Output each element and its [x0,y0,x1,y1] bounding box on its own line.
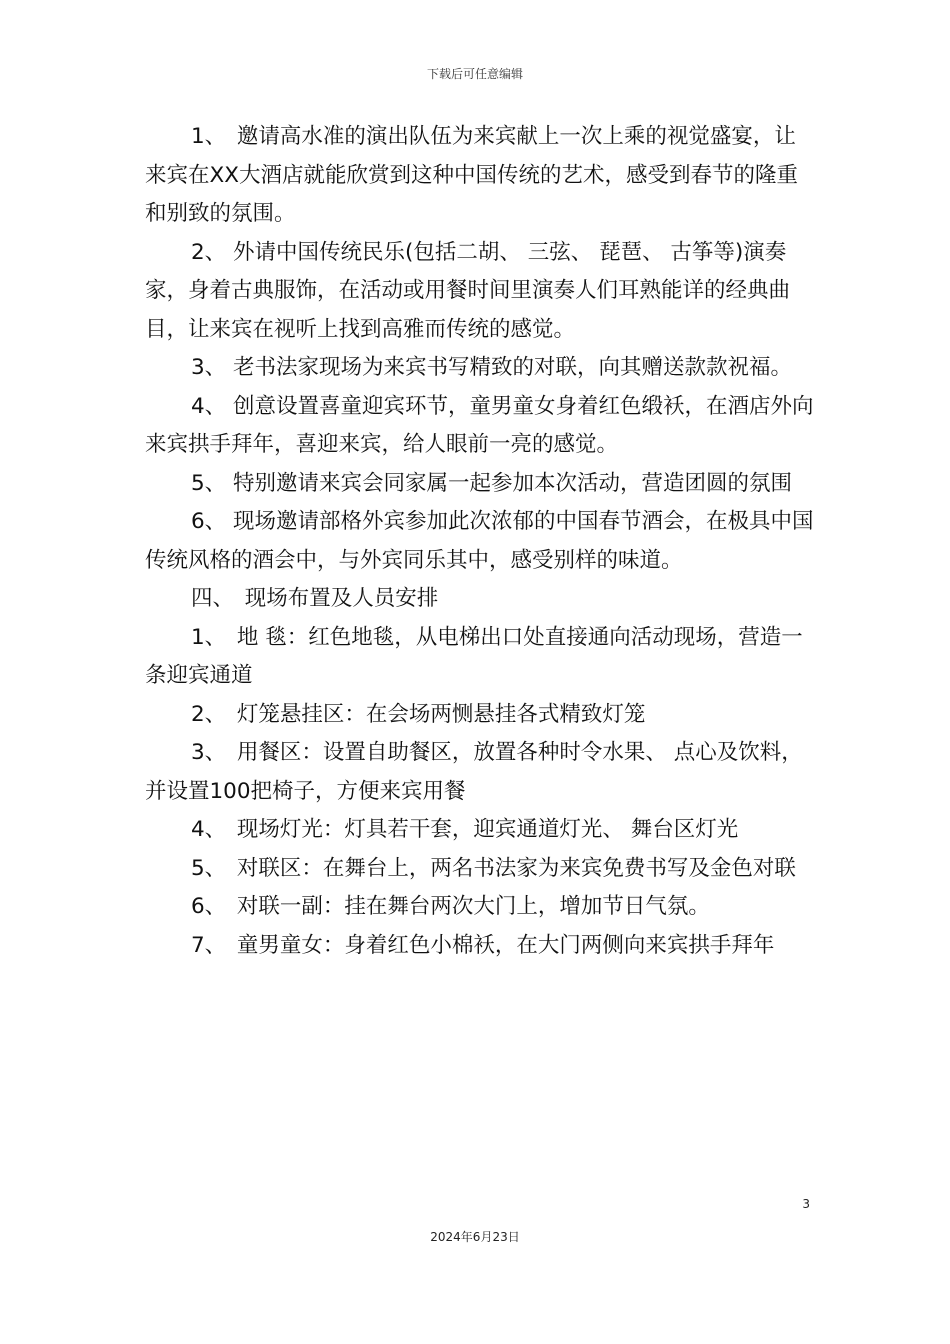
section-heading-4: 四、 现场布置及人员安排 [191,586,439,611]
layout-item-1: 1、 地 毯：红色地毯，从电梯出口处直接通向活动现场，营造一条迎宾通道 [145,624,803,688]
page-number: 3 [802,1197,810,1211]
layout-item-3: 3、 用餐区：设置自助餐区，放置各种时令水果、 点心及饮料，并设置100把椅子，方便来宾用餐 [145,740,803,804]
page-footer-date: 2024年6月23日 [430,1230,520,1244]
paragraph-4: 4、 创意设置喜童迎宾环节，童男童女身着红色缎袄，在酒店外向来宾拱手拜年，喜迎来宾，给人眼前一亮的感觉。 [145,393,814,457]
paragraph-6: 6、 现场邀请部格外宾参加此次浓郁的中国春节酒会，在极具中国传统风格的酒会中，与外宾同乐其中，感受别样的味道。 [145,509,814,573]
paragraph-2: 2、 外请中国传统民乐(包括二胡、 三弦、 琵琶、 古筝等)演奏家，身着古典服饰，在活动或用餐时间里演奏人们耳熟能详的经典曲目，让来宾在视听上找到高雅而传统的感觉。 [145,239,791,342]
layout-item-4: 4、 现场灯光：灯具若干套，迎宾通道灯光、 舞台区灯光 [191,817,739,842]
layout-item-7: 7、 童男童女：身着红色小棉袄，在大门两侧向来宾拱手拜年 [191,932,775,958]
paragraph-1: 1、 邀请高水准的演出队伍为来宾献上一次上乘的视觉盛宴，让来宾在XX大酒店就能欣赏到这种中国传统的艺术，感受到春节的隆重和别致的氛围。 [145,124,798,226]
paragraph-5: 5、 特别邀请来宾会同家属一起参加本次活动，营造团圆的氛围 [191,470,793,496]
layout-item-6: 6、 对联一副：挂在舞台两次大门上，增加节日气氛。 [191,894,710,919]
page-header: 下载后可任意编辑 [426,67,523,81]
layout-item-2: 2、 灯笼悬挂区：在会场两恻悬挂各式精致灯笼 [191,701,646,727]
layout-item-5: 5、 对联区：在舞台上，两名书法家为来宾免费书写及金色对联 [191,855,796,881]
document-body [145,118,815,965]
paragraph-3: 3、 老书法家现场为来宾书写精致的对联，向其赠送款款祝福。 [191,355,793,380]
